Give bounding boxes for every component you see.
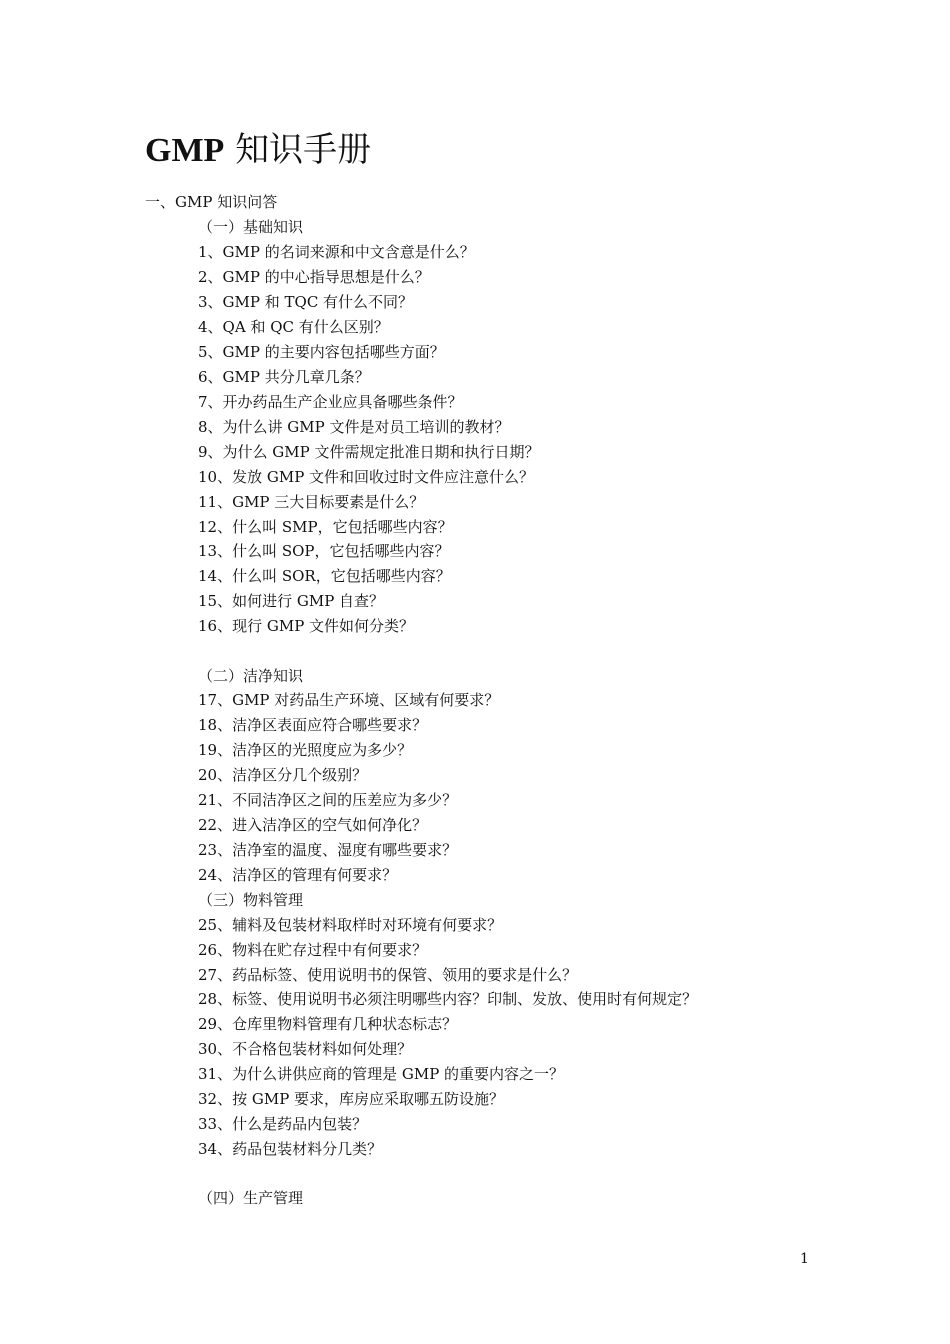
- page-title-cjk: 知识手册: [235, 130, 372, 170]
- question-item: 18、洁净区表面应符合哪些要求？: [198, 716, 428, 734]
- subsection-heading-production: （四）生产管理: [198, 1189, 304, 1207]
- question-item: 1、GMP 的名词来源和中文含意是什么？: [198, 243, 475, 261]
- question-item: 24、洁净区的管理有何要求？: [198, 866, 398, 884]
- question-item: 29、仓库里物料管理有几种状态标志？: [198, 1015, 458, 1033]
- question-item: 28、标签、使用说明书必须注明哪些内容？印制、发放、使用时有何规定？: [198, 990, 698, 1008]
- question-item: 25、辅料及包装材料取样时对环境有何要求？: [198, 916, 503, 934]
- question-item: 21、不同洁净区之间的压差应为多少？: [198, 791, 458, 809]
- page-title: [145, 128, 371, 173]
- question-item: 6、GMP 共分几章几条？: [198, 368, 370, 386]
- question-item: 12、什么叫 SMP，它包括哪些内容？: [198, 518, 453, 536]
- question-item: 34、药品包装材料分几类？: [198, 1140, 383, 1158]
- question-item: 7、开办药品生产企业应具备哪些条件？: [198, 393, 463, 411]
- question-item: 19、洁净区的光照度应为多少？: [198, 741, 413, 759]
- subsection-heading-basic: （一）基础知识: [198, 218, 304, 236]
- question-item: 8、为什么讲 GMP 文件是对员工培训的教材？: [198, 418, 510, 436]
- question-item: 9、为什么 GMP 文件需规定批准日期和执行日期？: [198, 443, 540, 461]
- subsection-heading-cleanroom: （二）洁净知识: [198, 667, 304, 685]
- section-heading: 一、GMP 知识问答: [145, 193, 278, 211]
- question-item: 5、GMP 的主要内容包括哪些方面？: [198, 343, 445, 361]
- question-item: 15、如何进行 GMP 自查？: [198, 592, 385, 610]
- page-number: 1: [800, 1251, 809, 1267]
- question-item: 22、进入洁净区的空气如何净化？: [198, 816, 428, 834]
- question-item: 20、洁净区分几个级别？: [198, 766, 368, 784]
- question-item: 27、药品标签、使用说明书的保管、领用的要求是什么？: [198, 966, 578, 984]
- question-item: 31、为什么讲供应商的管理是 GMP 的重要内容之一？: [198, 1065, 565, 1083]
- question-item: 26、物料在贮存过程中有何要求？: [198, 941, 428, 959]
- page-title-latin: GMP: [145, 132, 225, 169]
- subsection-heading-materials: （三）物料管理: [198, 891, 304, 909]
- question-item: 11、GMP 三大目标要素是什么？: [198, 493, 425, 511]
- question-item: 4、QA 和 QC 有什么区别？: [198, 318, 389, 336]
- question-item: 2、GMP 的中心指导思想是什么？: [198, 268, 430, 286]
- question-item: 3、GMP 和 TQC 有什么不同？: [198, 293, 414, 311]
- question-item: 17、GMP 对药品生产环境、区域有何要求？: [198, 691, 500, 709]
- question-item: 10、发放 GMP 文件和回收过时文件应注意什么？: [198, 468, 535, 486]
- question-item: 16、现行 GMP 文件如何分类？: [198, 617, 415, 635]
- question-item: 33、什么是药品内包装？: [198, 1115, 368, 1133]
- question-item: 32、按 GMP 要求，库房应采取哪五防设施？: [198, 1090, 505, 1108]
- question-item: 14、什么叫 SOR，它包括哪些内容？: [198, 567, 451, 585]
- question-item: 23、洁净室的温度、湿度有哪些要求？: [198, 841, 458, 859]
- question-item: 13、什么叫 SOP，它包括哪些内容？: [198, 542, 450, 560]
- question-item: 30、不合格包装材料如何处理？: [198, 1040, 413, 1058]
